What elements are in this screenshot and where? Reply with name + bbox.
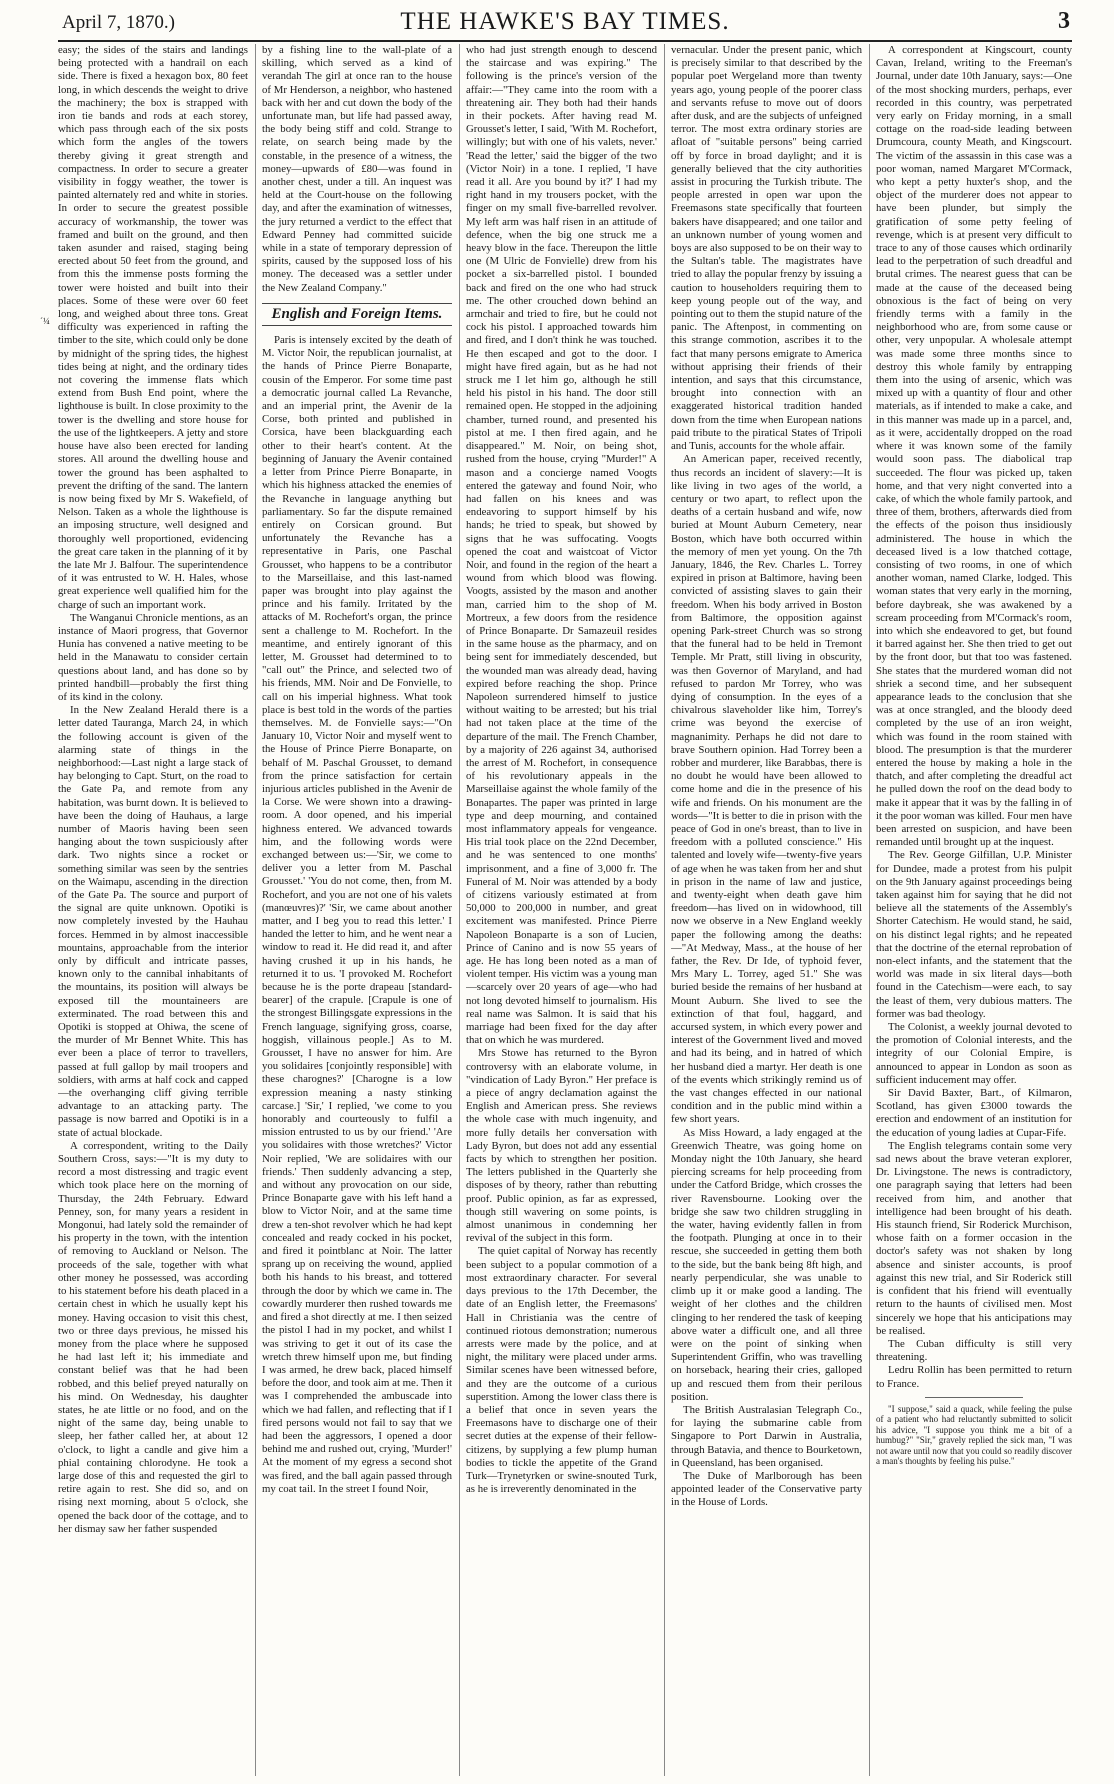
newspaper-title: THE HAWKE'S BAY TIMES. xyxy=(400,8,730,35)
paragraph: The quiet capital of Norway has recently been subject to a popular commotion of a most extraordinary character. For several days previous to the 17th December, the date of an English letter, the Freemasons' Hall in Christiania was the centre of continued riotous demonstration; numerous arrests were made by the police, and at night, the military were placed under arms. Similar scenes have been witnessed before, and they are the outcome of a curious superstition. Among the lower class there is a belief that once in seven years the Freemasons have to discharge one of their secret duties at the expense of their fellow-citizens, by supplying a few plump human bodies to tickle the appetite of the Grand Turk—Trynetyrken or swine-snouted Turk, as he is irreverently denominated in the xyxy=(466,1245,657,1496)
paragraph: The Duke of Marlborough has been appointed leader of the Conservative party in the House of Lords. xyxy=(671,1469,862,1509)
paragraph: Sir David Baxter, Bart., of Kilmaron, Scotland, has given £3000 towards the erection and endowment of an institution for the education of young ladies at Cupar-Fife. xyxy=(876,1087,1072,1139)
footnote: "I suppose," said a quack, while feeling the pulse of a patient who had reluctantly submitted to solicit his advice, "I suppose you think me a bit of a humbug?" "Sir," gravely replied the sick man, "I was not aware until now that you could so readily discover a man's thoughts by feeling his pulse." xyxy=(876,1403,1072,1467)
column-3 xyxy=(466,44,657,1776)
column-5 xyxy=(876,44,1072,1776)
paragraph: A correspondent, writing to the Daily Southern Cross, says:—"It is my duty to record a most distressing and tragic event which took place here on the morning of Thursday, the 24th February. Edward Penney, son, for many years a resident in Mongonui, had lately sold the remainder of his property in the town, with the intention of removing to Auckland or Nelson. The proceeds of the sale, together with what other money he possessed, was according to his statement before his death placed in a certain chest in which he usually kept his money. Having occasion to visit this chest, two or three days previous, he missed his money from the place where he supposed he had last left it; his immediate and constant belief was that he had been robbed, and this belief preyed naturally on his mind. On Wednesday, his daughter states, he ate little or no food, and on the night of the same day, being unable to sleep, her father called her, at about 12 o'clock, to light a candle and give him a phial containing chlorodyne. He took a large dose of this and requested the girl to retire again to rest. She did so, and on rising next morning, about 5 o'clock, she opened the back door of the cottage, and to her dismay saw her father suspended xyxy=(58,1139,248,1535)
column-2 xyxy=(262,44,452,1776)
paragraph: Ledru Rollin has been permitted to return to France. xyxy=(876,1364,1072,1390)
paragraph: vernacular. Under the present panic, which is precisely similar to that described by the popular poet Wergeland more than twenty years ago, young people of the poorer class and servants refuse to move out of doors after dusk, and are the subjects of unfeigned terror. The most extra ordinary stories are afloat of "suitable persons" being carried off by force in broad daylight; and it is generally believed that the city authorities assist in procuring the Turkish tribute. The people arrested in open war upon the Freemasons state specifically that fourteen bakers have disappeared; and one tailor and an unknown number of young women and boys are also supposed to be on their way to the Sultan's table. The magistrates have tried to allay the popular frenzy by issuing a caution to householders requiring them to keep young people out of the way, and pointing out to them the stupid nature of the panic. The Aftenpost, in commenting on this strange commotion, ascribes it to the fact that many persons emigrate to America without apprising their friends of their intention, and says that this circumstance, brought into connection with an exaggerated historical tradition handed down from the time when European nations paid tribute to the piratical States of Tripoli and Tunis, accounts for the whole affair. xyxy=(671,44,862,453)
masthead xyxy=(58,0,1072,40)
issue-date: April 7, 1870.) xyxy=(62,12,175,33)
masthead-rule xyxy=(58,40,1072,42)
paragraph: The Colonist, a weekly journal devoted to the promotion of Colonial interests, and the integrity of our Colonial Empire, is announced to appear in London as soon as sufficient inducement may offer. xyxy=(876,1021,1072,1086)
column-1 xyxy=(58,44,248,1776)
page-number: 3 xyxy=(1058,8,1070,34)
paragraph: The Cuban difficulty is still very threatening. xyxy=(876,1337,1072,1364)
paragraph: Paris is intensely excited by the death of M. Victor Noir, the republican journalist, at the hands of Prince Pierre Bonaparte, cousin of the Emperor. For some time past a democratic journal called La Revanche, and an imperial print, the Avenir de la Corse, both printed and published in Corsica, have been blackguarding each other to their heart's content. At the beginning of January the Avenir contained a letter from Prince Pierre Bonaparte, in which his highness attacked the enemies of the Revanche in language anything but parliamentary. So far the dispute remained entirely on Corsican ground. But unfortunately the Revanche has a representative in Paris, one Paschal Grousset, who happens to be a contributor to the Marseillaise, and this last-named paper was brought into play against the prince and his family. Irritated by the attacks of M. Rochefort's organ, the prince sent a challenge to M. Rochefort. In the meantime, and entirely ignorant of this letter, M. Grousset had determined to to "call out" the Prince, and selected two of his friends, MM. Noir and De Fonvielle, to call on his imperial highness. What took place is best told in the words of the parties themselves. M. de Fonvielle says:—"On January 10, Victor Noir and myself went to the House of Prince Pierre Bonaparte, on behalf of M. Paschal Grousset, to demand from the prince satisfaction for certain injurious articles published in the Avenir de la Corse. We were shown into a drawing-room. A door opened, and his imperial highness entered. We advanced towards him, and the following words were exchanged between us:—'Sir, we come to deliver you a letter from M. Paschal Grousset.' 'You do not come, then, from M. Rochefort, and you are not one of his valets (manœuvres)?' 'Sir, we came about another matter, and I beg you to read this letter.' I handed the letter to him, and he went near a window to read it. He did read it, and after having crushed it up in his hands, he returned it to us. 'I provoked M. Rochefort because he is the porte drapeau [standard-bearer] of the crapule. [Crapule is one of the strongest Billingsgate expressions in the French language, signifying gross, coarse, hoggish, villainous people.] As to M. Grousset, I have no answer for him. Are you solidaires [conjointly responsible] with these charognes?' [Charogne is a low expression meaning a nasty stinking carcase.] 'Sir,' I replied, 'we come to you honorably and courteously to fulfil a mission entrusted to us by our friend.' 'Are you solidaires with those wretches?' Victor Noir replied, 'We are solidaires with our friends.' Then suddenly advancing a step, and without any provocation on our side, Prince Bonaparte gave with his left hand a blow to Victor Noir, and at the same time drew a ten-shot revolver which he had kept concealed and ready cocked in his pocket, and fired it pointblanc at Noir. The latter sprang up on receiving the wound, applied both his hands to his breast, and tottered through the door by which we came in. The cowardly murderer then rushed towards me and fired a shot directly at me. I then seized the pistol I had in my pocket, and whilst I was striving to get it out of its case the wretch threw himself upon me, but finding I was armed, he drew back, placed himself before the door, and took aim at me. Then it was I comprehended the ambuscade into which we had fallen, and reflecting that if I fired persons would not fail to say that we had been the aggressors, I opened a door behind me and rushed out, crying, 'Murder!' At the moment of my egress a second shot was fired, and the ball again passed through my coat tail. In the street I found Noir, xyxy=(262,334,452,1495)
paragraph: In the New Zealand Herald there is a letter dated Tauranga, March 24, in which the following account is given of the alarming state of things in the neighborhood:—Last night a large stack of hay belonging to Capt. Sturt, on the road to the Gate Pa, and remote from any habitation, was burnt down. It is believed to have been the doing of Hauhaus, a large number of Maoris having been seen hanging about the town suspiciously after dark. Two nights since a rocket or something similar was seen by the sentries on the Waimapu, ascending in the direction of the Gate Pa. The source and purport of the signal are quite unknown. Opotiki is now completely invested by the Hauhau forces. Hemmed in by almost inaccessible mountains, approachable from the interior only by difficult and intricate passes, known only to the cannibal inhabitants of the mountains, its position will always be exposed till the mountaineers are exterminated. The road between this and Opotiki is stopped at Ohiwa, the scene of the murder of Mr Bennet White. This has ever been a place of terror to travellers, passed at full gallop by mail troopers and soldiers, with arms at half cock and capped—the overhanging cliff giving terrible advantage to an attacking party. The passage is now barred and Opotiki is in a state of actual blockade. xyxy=(58,704,248,1139)
paragraph: An American paper, received recently, thus records an incident of slavery:—It is like living in two ages of the world, a century or two apart, to reflect upon the deaths of a certain husband and wife, now buried at Mount Auburn Cemetery, near Boston, which have both occurred within the memory of men yet young. On the 7th January, 1846, the Rev. Charles L. Torrey expired in prison at Baltimore, having been convicted of assisting slaves to gain their freedom. When his body arrived in Boston from Baltimore, the opposition against opening Park-street Church was so strong that the funeral had to be held in Tremont Temple. Mr Pratt, still living in obscurity, was then Governor of Maryland, and had refused to pardon Mr Torrey, who was dying of consumption. In the eyes of a chivalrous slaveholder like him, Torrey's crime was beyond the exercise of magnanimity. Perhaps he did not dare to brave Southern opinion. Had Torrey been a robber and murderer, like Barabbas, there is no doubt he would have been allowed to come home and die in the presence of his wife and friends. On his monument are the words—"It is better to die in prison with the peace of God in one's breast, than to live in freedom with a polluted conscience." His talented and lovely wife—twenty-five years of age when he was taken from her and shut in prison in the name of law and justice, and twenty-eight when death gave him freedom—has lived on in widowhood, till now we observe in a New England weekly paper the following among the deaths:—"At Medway, Mass., at the house of her father, the Rev. Dr Ide, of typhoid fever, Mrs Mary L. Torrey, aged 51." She was buried beside the remains of her husband at Mount Auburn. She lived to see the extinction of that foul, haggard, and accursed system, in which every power and interest of the Government lived and moved and had its being, and in hatred of which her husband died a martyr. Her death is one of the events which strikingly remind us of the vast changes effected in our national condition and in the public mind within a few short years. xyxy=(671,453,862,1126)
margin-mark: ´¼ xyxy=(40,316,50,326)
paragraph: The British Australasian Telegraph Co., for laying the submarine cable from Singapore to Port Darwin in Australia, through Batavia, and thence to Bourketown, in Queensland, has been organised. xyxy=(671,1403,862,1469)
article-columns xyxy=(58,44,1072,1776)
paragraph: The English telegrams contain some very sad news about the brave veteran explorer, Dr. Livingstone. The news is contradictory, one paragraph saying that letters had been received from him, and another that intelligence had been brought of his death. His staunch friend, Sir Roderick Murchison, whose faith on a former occasion in the doctor's safety was not shaken by long absence and sinister accounts, is proof against this new trial, and Sir Roderick still is confident that his friend will eventually return to the haunts of civilised men. Most sincerely we hope that his anticipations may be realised. xyxy=(876,1139,1072,1337)
paragraph: A correspondent at Kingscourt, county Cavan, Ireland, writing to the Freeman's Journal, under date 10th January, says:—One of the most shocking murders, perhaps, ever recorded in this country, was perpetrated very early on Friday morning, in a small cottage on the road-side leading between Drumcoura, county Meath, and Kingscourt. The victim of the assassin in this case was a poor woman, named Margaret M'Cormack, who kept a petty huxter's shop, and the object of the murderer does not appear to have been plunder, but simply the gratification of some petty feeling of revenge, which is at present very difficult to trace to any of those causes which ordinarily lead to the perpetration of such dreadful and brutal crimes. The nearest guess that can be made at the cause of the deceased being obnoxious is the fact of being on very friendly terms with a family in the neighborhood who are, from some cause or other, very unpopular. A wholesale attempt was made some three months since to destroy this whole family by entrapping them into the using of arsenic, which was mixed up with a quantity of flour and other materials, as if intended to make a cake, and in this manner was made up in a parcel, and, as it were, accidentally dropped on the road where it was known some of the family would soon pass. The diabolical trap succeeded. The flour was picked up, taken home, and that very night converted into a cake, of which the whole family partook, and three of them, brothers, afterwards died from the effects of the poison thus insidiously administered. The house in which the deceased lived is a low thatched cottage, consisting of two rooms, in one of which another woman, named Clarke, lodged. This woman states that very early in the morning, before daybreak, she was awakened by a scream proceeding from M'Cormack's room, into which she endeavored to get, but found it barred against her. She then tried to get out by the front door, but that too was fastened. She states that the murdered woman did not shriek a second time, and her subsequent appearance leads to the conclusion that she was at once strangled, and the bloody deed completed by the use of an iron weight, which was found in the room stained with blood. The presumption is that the murderer entered the house by making a hole in the thatch, and after completing the dreadful act he pulled down the roof on the dead body to make it appear that it was by the falling in of it the poor woman was killed. Four men have been arrested on suspicion, and have been remanded until brought up at the inquest. xyxy=(876,44,1072,849)
column-4 xyxy=(671,44,862,1776)
end-rule xyxy=(925,1397,1023,1398)
paragraph: Mrs Stowe has returned to the Byron controversy with an elaborate volume, in "vindication of Lady Byron." Her preface is a piece of angry declamation against the English and American press. She reviews the whole case with much ingenuity, and more fully details her conversation with Lady Byron, but does not add any essential facts by which to strengthen her position. The letters published in the Quarterly she disposes of by theory, rather than rebutting proof. Public opinion, as far as expressed, though still wavering on some points, is almost unanimous in condemning her revival of the subject in this form. xyxy=(466,1047,657,1245)
paragraph: easy; the sides of the stairs and landings being protected with a handrail on each side. There is fixed a hexagon box, 80 feet long, in which descends the weight to drive the machinery; the box is strapped with iron tie bands and rods at each storey, which pass through each of the six posts which form the angles of the towers thereby giving it great strength and compactness. In order to secure a greater visibility in foggy weather, the tower is painted alternately red and white in stories. In order to secure the greatest possible accuracy of workmanship, the tower was framed and built on the ground, and then taken asunder and raised, staging being erected about 50 feet from the ground, and from this the immense posts forming the tower were hoisted and built into their places. Some of these were over 60 feet long, and weighed about three tons. Great difficulty was experienced in rafting the timber to the site, which could only be done by midnight of the spring tides, the highest tides being at night, and the ordinary tides not covering the immense flats which extend from Bush End point, where the lighthouse is built. In close proximity to the tower is the dwelling and store house for the use of the lightkeepers. A jetty and store house have also been erected for landing stores. All around the dwelling house and tower the ground has been asphalted to prevent the drifting of the sand. The lantern is now being fixed by Mr S. Wakefield, of Nelson. Taken as a whole the lighthouse is an imposing structure, well designed and thoroughly well proportioned, evidencing the great care taken in the planning of it by the late Mr J. Balfour. The superintendence of it was entrusted to W. H. Hales, whose great experience well qualified him for the charge of such an important work. xyxy=(58,44,248,611)
paragraph: who had just strength enough to descend the staircase and was expiring." The following is the prince's version of the affair:—"They came into the room with a threatening air. They both had their hands in their pockets. After having read M. Grousset's letter, I said, 'With M. Rochefort, willingly; but with one of his valets, never.' 'Read the letter,' said the bigger of the two (Victor Noir) in a tone. I replied, 'I have read it all. Are you bound by it?' I had my right hand in my trousers pocket, with the finger on my small five-barrelled revolver. My left arm was half risen in an attitude of defence, when the big one struck me a heavy blow in the face. Thereupon the little one (M Ulric de Fonvielle) drew from his pocket a six-barrelled pistol. I bounded back and fired on the one who had struck me. The other crouched down behind an armchair and tried to fire, but he could not cock his pistol. I approached towards him and fired, and I don't think he was touched. He then escaped and got to the door. I might have fired again, but as he had not struck me I let him go, although he still held his pistol in his hand. The door still remained open. He stopped in the adjoining chamber, turned round, and presented his pistol at me. I then fired again, and he disappeared." M. Noir, on being shot, rushed from the house, crying "Murder!" A mason and a concierge named Voogts entered the gateway and found Noir, who had fallen on his knees and was endeavoring to support himself by his hands; he tried to speak, but showed by signs that he was suffocating. Voogts opened the coat and waistcoat of Victor Noir, and found in the region of the heart a wound from which blood was flowing. Voogts, assisted by the mason and another man, carried him to the shop of M. Mortreux, a few doors from the residence of Prince Bonaparte. Dr Samazeuil resides in the same house as the pharmacy, and on being sent for immediately descended, but the wounded man was already dead, having expired before reaching the shop. Prince Napoleon surrendered himself to justice without waiting to be arrested; but his trial had not taken place at the time of the departure of the mail. The French Chamber, by a majority of 226 against 34, authorised the arrest of M. Rochefort, in consequence of his revolutionary appeals in the Marseillaise against the whole family of the Bonapartes. The paper was printed in large type and deep mourning, and contained most inflammatory appeals for vengeance. His trial took place on the 22nd December, and he was sentenced to one months' imprisonment, and a fine of 3,000 fr. The Funeral of M. Noir was attended by a body of citizens variously estimated at from 50,000 to 200,000 in number, and great excitement was manifested. Prince Pierre Napoleon Bonaparte is a son of Lucien, Prince of Canino and is now 55 years of age. He has long been noted as a man of violent temper. His victim was a young man—scarcely over 20 years of age—who had not long devoted himself to journalism. His real name was Salmon. It is said that his marriage had been fixed for the day after that on which he was murdered. xyxy=(466,44,657,1047)
section-heading: English and Foreign Items. xyxy=(262,303,452,326)
paragraph: The Rev. George Gilfillan, U.P. Minister for Dundee, made a protest from his pulpit on the 9th January against proceedings being taken against him for saying that he did not believe all the statements of the Assembly's Shorter Catechism. He would stand, he said, on his distinct legal rights; and he repeated that the doctrine of the eternal reprobation of non-elect infants, and the statement that the world was made in six literal days—both found in the Catechism—were each, to say the least of them, very dubious matters. The former was bad theology. xyxy=(876,849,1072,1020)
paragraph: As Miss Howard, a lady engaged at the Greenwich Theatre, was going home on Monday night the 10th January, she heard piercing screams for help proceeding from under the Catford Bridge, which crosses the river Ravensbourne. Looking over the bridge she saw two children struggling in the water, having evidently fallen in from the footpath. Plunging at once in to their rescue, she succeeded in getting them both to the side, but the bank being 8ft high, and nearly perpendicular, she was unable to climb up it or make good a landing. The weight of her clothes and the children clinging to her rendered the task of keeping above water a difficult one, and all three were on the point of sinking when Superintendent Griffin, who was travelling on horseback, hearing their cries, galloped up and rescued them from their perilous position. xyxy=(671,1126,862,1403)
paragraph: The Wanganui Chronicle mentions, as an instance of Maori progress, that Governor Hunia has convened a native meeting to be held in the Manawatu to consider certain questions about land, and has done so by printed handbill—probably the first thing of its kind in the colony. xyxy=(58,611,248,703)
paragraph: by a fishing line to the wall-plate of a skilling, which served as a kind of verandah The girl at once ran to the house of Mr Henderson, a neighbor, who hastened back with her and cut down the body of the unfortunate man, but life had passed away, the body being stiff and cold. Strange to relate, on search being made by the constable, in the presence of a witness, the money—upwards of £80—was found in another chest, under a till. An inquest was held at the Court-house on the following day, and after the examination of witnesses, the jury returned a verdict to the effect that Edward Penney had committed suicide while in a state of temporary depression of spirits, caused by the supposed loss of his money. The deceased was a settler under the New Zealand Company." xyxy=(262,44,452,294)
